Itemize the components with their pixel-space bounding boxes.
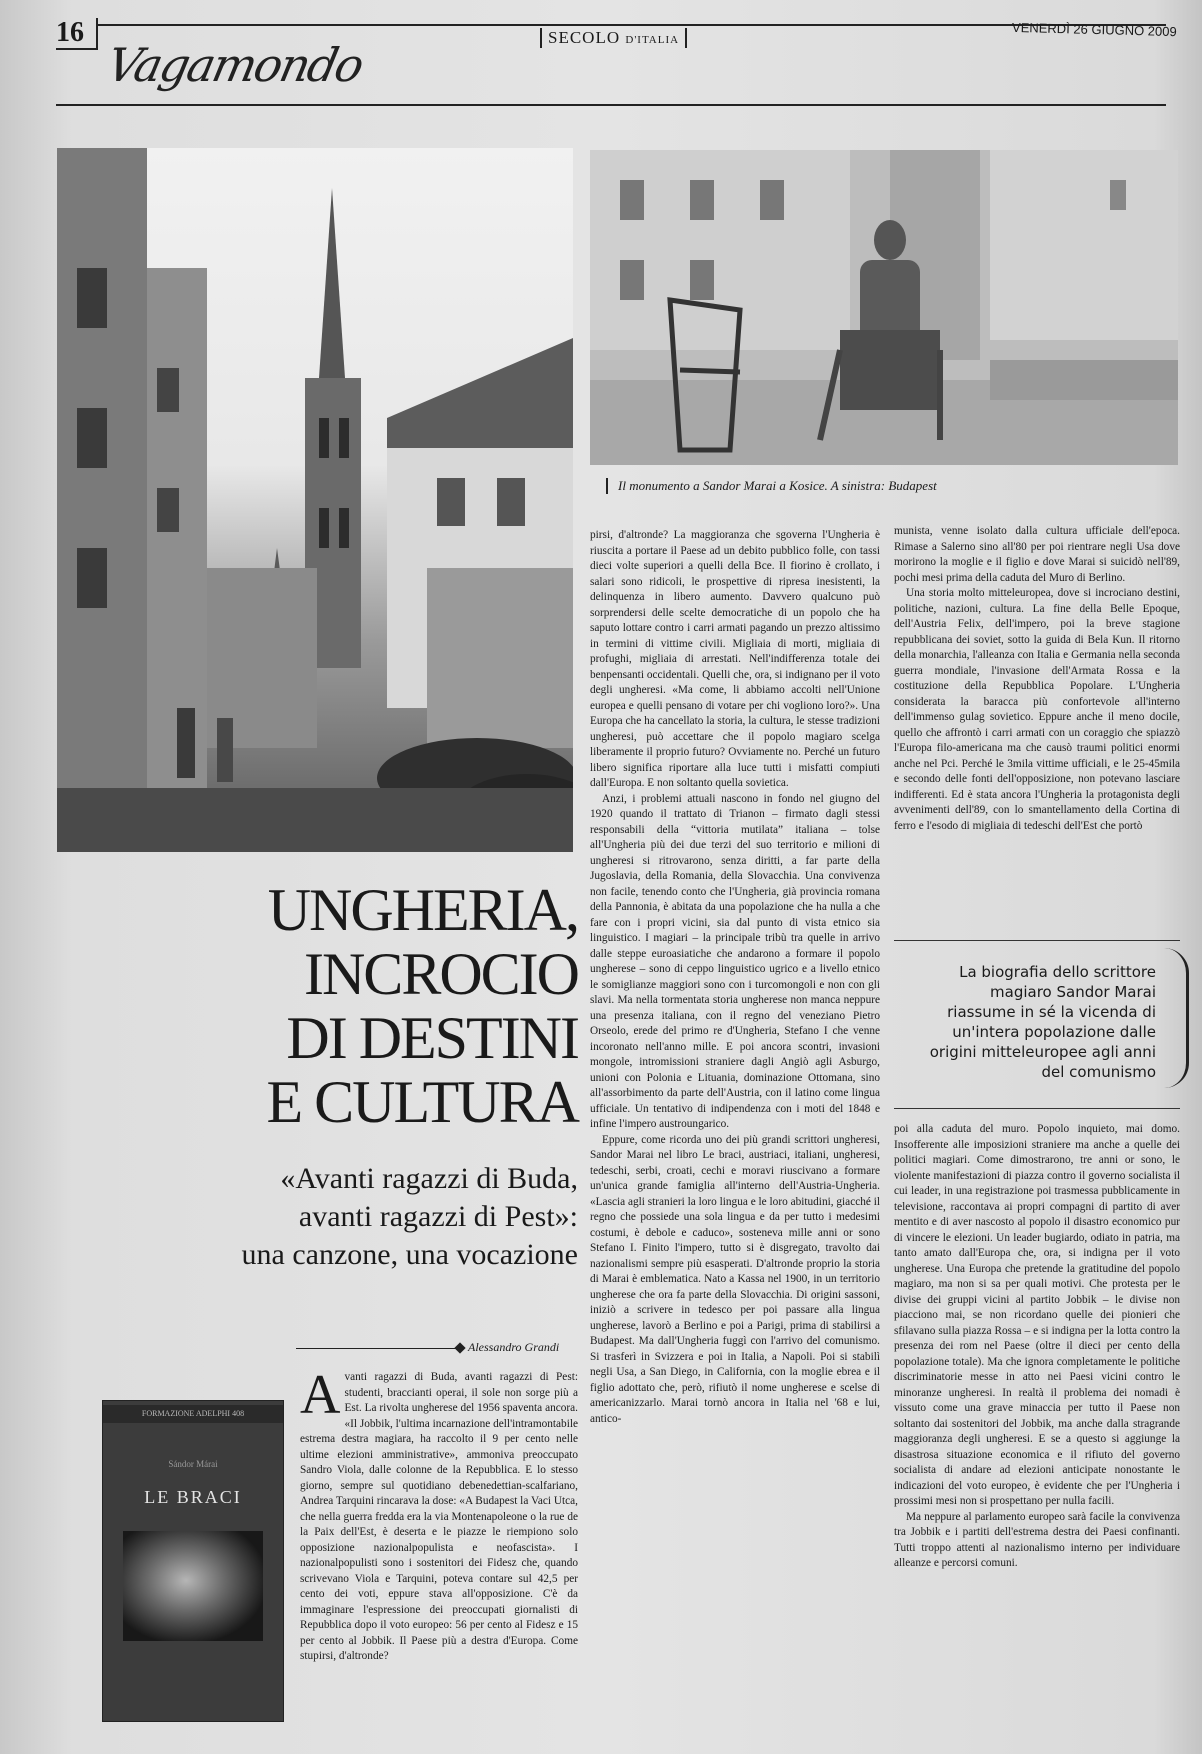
paragraph: munista, venne isolato dalla cultura ufficiale dell'epoca. Rimase a Salerno sino all'80 per poi rientrare negli Usa dove morirono la moglie e il figlio e dove Marai si suicidò nell'89, pochi mesi prima della caduta del Muro di Berlino. (894, 525, 1180, 584)
paper-name (540, 28, 687, 48)
pullquote-rule-bottom (894, 1108, 1180, 1109)
byline (296, 1340, 576, 1356)
book-title: LE BRACI (144, 1487, 242, 1507)
pull-quote: La biografia dello scrittore magiaro Sandor Marai riassume in sé la vicenda di un'intera popolazione dalle origini mitteleuropee agli anni del comunismo (929, 963, 1156, 1081)
headline-line: DI DESTINI (286, 1005, 578, 1071)
author-name: Alessandro Grandi (468, 1340, 560, 1354)
section-rule (56, 104, 1166, 106)
paper-name-main: SECOLO (548, 28, 621, 47)
paragraph: Eppure, come ricorda uno dei più grandi scrittori ungheresi, Sandor Marai nel libro Le braci, austriaci, italiani, ungheresi, tedeschi, serbi, croati, cechi e moravi riuscivano a formare un'unica grande famiglia all'interno dell'Austria-Ungheria. «Lascia agli stranieri la loro lingua e le loro abitudini, giacché il regno che possiede una sola lingua e da per tutto i medesimi costumi, è debole e caduco», sosteneva mille anni or sono Stefano I. Finito l'impero, tutto si è disgregato, travolto dai nazionalismi sempre più esasperati. D'altronde proprio la storia di Marai è emblematica. Nato a Kassa nel 1900, in un territorio ungherese che ora fa parte della Slovacchia. Di origini sassoni, iniziò a scrivere in tedesco per poi passare alla lingua ungherese, lavorò a Berlino e poi a Parigi, prima di stabilirsi a Budapest. Ma dall'Ungheria fuggì con l'arrivo del comunismo. Si trasferì in Svizzera e poi in Italia, a Napoli. Poi si stabilì negli Usa, a San Diego, in California, con la moglie ebrea e il figlio adottato che, però, rifiutò il nome ungherese e scelse di americanizzarlo. Marai tornò ancora in Italia nel '68 e lui, antico- (590, 1133, 880, 1425)
headline-line: INCROCIO (303, 941, 578, 1007)
budapest-photo-drawing (57, 148, 573, 852)
diamond-icon (454, 1342, 465, 1353)
subhead-line: una canzone, una vocazione (241, 1238, 578, 1271)
book-series: FORMAZIONE ADELPHI 408 (103, 1405, 283, 1423)
byline-rule (296, 1348, 458, 1349)
pullquote-rule-top (894, 940, 1180, 941)
section-title: Vagamondo (102, 38, 368, 92)
issue-date: VENERDÌ 26 GIUGNO 2009 (1011, 19, 1177, 40)
subhead-line: avanti ragazzi di Pest»: (298, 1200, 578, 1233)
marai-monument-photo (590, 150, 1178, 465)
pullquote-bracket (1164, 948, 1189, 1088)
article-column-2 (590, 528, 880, 1427)
top-rule (96, 24, 1166, 26)
article-column-1 (300, 1364, 578, 1665)
page-number: 16 (56, 18, 98, 50)
paragraph: Ma neppure al parlamento europeo sarà facile la convivenza tra Jobbik e i partiti dell'estrema destra dei Paesi confinanti. Tutti troppo attenti al nazionalismo interno per individuare alleanze e percorsi comuni. (894, 1510, 1180, 1569)
paragraph: Una storia molto mitteleuropea, dove si incrociano destini, politiche, nazioni, cultura. La fine della Belle Epoque, dell'Austria Felix, dell'impero, poi la breve stagione repubblicana dei soviet, sotto la guida di Bela Kun. Il ritorno della monarchia, l'alleanza con Italia e Germania nella seconda guerra mondiale, l'invasione dell'Armata Rossa e la costituzione della Repubblica Popolare. L'Ungheria considerata la baracca più confortevole all'interno dell'immenso gulag sovietico. Eppure anche il meno docile, quello che affrontò i carri armati con un coraggio che spiazzò l'Europa filo-americana ma che causò traumi politici enormi anche nel Pci. Perché le 3mila vittime ufficiali, e le 25-45mila e secondo delle fonti dell'opposizione, non potevano lasciare indifferenti. Ed è stata ancora l'Ungheria la protagonista degli avvenimenti dell'89, con lo smantellamento della Cortina di ferro e l'esodo di migliaia di tedeschi dell'Est che portò (894, 587, 1180, 832)
paragraph: pirsi, d'altronde? La maggioranza che sgoverna l'Ungheria è riuscita a portare il Paese ad un debito pubblico folle, con tassi dieci volte superiori a quelli della Bce. Il fiorino è crollato, i salari sono ridicoli, le prospettive di ripresa inesistenti, la delinquenza in libero aumento. Davvero qualcuno può sorprendersi delle scelte democratiche di un popolo che ha saputo lottare contro i carri armati pagando un prezzo altissimo in termini di vittime civili. Migliaia di morti, migliaia di profughi, migliaia di arrestati. Nell'indifferenza totale dei benpensanti occidentali. Quelli che, ora, si indignano per il voto degli ungheresi. «Ma come, li abbiamo accolti nell'Unione europea e quelli pensano di votare per chi vogliono loro?». Una Europa che ha cancellato la storia, la cultura, le stesse tradizioni ungheresi, può accettare che il popolo magiaro scelga liberamente il proprio futuro? Ovviamente no. Perché un futuro libero significa riportare alla luce tutti i misfatti compiuti dall'Europa. E non soltanto quella sovietica. (590, 529, 880, 789)
book-cover-image (102, 1400, 284, 1722)
headline-line: E CULTURA (266, 1069, 578, 1135)
paper-name-suffix: D'ITALIA (625, 34, 680, 46)
paragraph: vanti ragazzi di Buda, avanti ragazzi di Pest: studenti, braccianti operai, il sole non sorge più a Est. La rivolta ungherese del 1956 spaventa ancora. «Il Jobbik, l'ultima incarnazione dell'intramontabile estrema destra magiara, ha raccolto il 9 per cento nelle ultime elezioni amministrative», ammoniva preoccupato Sandro Viola, dalle colonne de la Repubblica. E lo stesso giorno, sempre sul quotidiano debenedettian-scalfariano, Andrea Tarquini rincarava la dose: «A Budapest la Vaci Utca, che nella guerra fredda era la via Montenapoleone o la rue de la Paix dell'Est, è deserta e le piazze le riempiono solo opposizione nazionalpopulista e neofascista». I nazionalpopulisti sono i sostenitori dei Fidesz che, quando scrivevano Viola e Tarquini, poteva contare sul 42,5 per cento dei voti, eppure stava all'opposizione. C'è da immaginare l'espressione dei preoccupati giornalisti di Repubblica dopo il voto europeo: 56 per cento al Fidesz e 15 per cento al Jobbik. Il Paese più a destra d'Europa. Come stupirsi, d'altronde? (300, 1371, 578, 1662)
marai-monument-drawing (590, 150, 1178, 465)
subhead-line: «Avanti ragazzi di Buda, (280, 1162, 578, 1195)
paragraph: poi alla caduta del muro. Popolo inquieto, mai domo. Insofferente alle imposizioni straniere ma anche a quelle dei politici magiari. Come dimostrarono, tre anni or sono, le violente manifestazioni di piazza contro il governo socialista il cui leader, in una registrazione poi trasmessa pubblicamente in televisione, raccontava ai propri compagni di partito di aver mentito e di aver nascosto al popolo il disastro economico pur di vincere le elezioni. Un leader bugiardo, odiato in patria, ma tanto amato dall'Europa che, ora, si indigna per il voto ungherese. Una Europa che pretende la gratitudine del popolo magiaro, ma non si sa per quali motivi. Che protesta per le divise dei gruppi vicini al partito Jobbik – le divise non piacciono mai, se non ricordano quelle dei pionieri che sfilavano sulla piazza Rossa – e si indigna per la lotta contro la presenza dei rom nel Paese (oltre il dieci per cento della popolazione totale). Ma che ignora completamente le politiche discriminatorie messe in atto nei Paesi vicini contro le minoranze ungheresi. In realtà il problema dei nomadi è vissuto come una grave minaccia per tutto il Paese non soltanto dai sostenitori del Jobbik, ma anche dalla stragrande maggioranza degli ungheresi. E se a questo si aggiunge la disastrosa situazione economica e il rifiuto del governo socialista di andare ad elezioni anticipate nonostante le indicazioni del voto europeo, è evidente che per l'Ungheria i prossimi mesi non si prospettano per nulla facili. (894, 1123, 1180, 1507)
paragraph: Anzi, i problemi attuali nascono in fondo nel giugno del 1920 quando il trattato di Trianon – firmato dagli stessi responsabili della “vittoria mutilata” italiana – tolse all'Ungheria più dei due terzi del suo territorio e milioni di ungheresi si ritrovarono, senza diritti, a far parte della Jugoslavia, della Romania, della Slovacchia. Una convivenza non facile, tenendo conto che l'Ungheria, già provincia romana della Pannonia, è abitata da una popolazione che ha nulla a che fare con i propri vicini, sia dal punto di vista etnico sia linguistico. I magiari – la principale tribù tra quelle in arrivo dalle steppe euroasiatiche che andarono a formare il popolo ungherese – sono di ceppo linguistico ugrico e a livello etnico le somiglianze maggiori sono con i turcomongoli e non con gli slavi. Ma nella tormentata storia ungherese non manca neppure una presenza italiana, con il regno del veneziano Pietro Orseolo, erede del primo re d'Ungheria, Stefano I che venne incoronato nell'anno mille. E poi ancora scontri, invasioni mongole, intromissioni straniere dagli Angiò agli Asburgo, unioni con Polonia e Lituania, dominazione Ottomana, sino all'assorbimento da parte dell'Austria, con il latino come lingua ufficiale. Un tentativo di indipendenza con i moti del 1848 e infine l'impero austroungarico. (590, 792, 880, 1130)
article-column-3 (894, 524, 1180, 834)
drop-cap: A (300, 1364, 341, 1426)
budapest-photo (57, 148, 573, 852)
photo-caption: Il monumento a Sandor Marai a Kosice. A sinistra: Budapest (606, 478, 937, 494)
headline (230, 878, 578, 1134)
article-column-4 (894, 1122, 1180, 1572)
subheadline (150, 1160, 578, 1274)
book-author: Sándor Márai (168, 1459, 218, 1469)
book-cover-art (123, 1531, 263, 1641)
headline-line: UNGHERIA, (267, 877, 578, 943)
